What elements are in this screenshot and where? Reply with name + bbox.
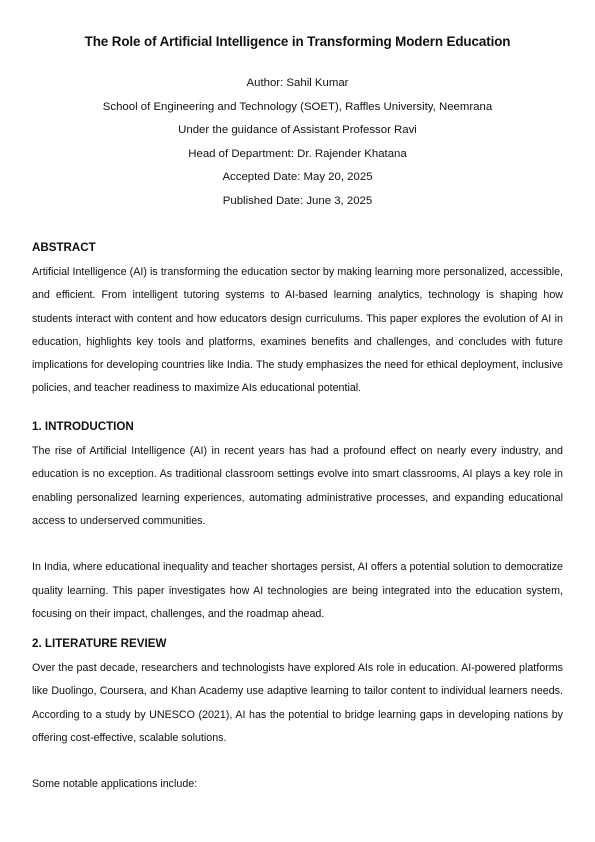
abstract-heading: ABSTRACT <box>32 241 96 254</box>
author-line: Author: Sahil Kumar <box>246 77 349 89</box>
introduction-paragraph-2: In India, where educational inequality and teacher shortages persist, AI offers a potential solution to democratize quality learning. This paper investigates how AI technologies are being integrated into the education system, focusing on their impact, challenges, and the roadmap ahead. <box>32 561 563 621</box>
literature-review-heading: 2. LITERATURE REVIEW <box>32 637 167 650</box>
hod-line: Head of Department: Dr. Rajender Khatana <box>188 147 407 160</box>
accepted-date-line: Accepted Date: May 20, 2025 <box>222 171 373 183</box>
introduction-paragraph-1: The rise of Artificial Intelligence (AI) in recent years has had a profound effect on nearly every industry, and education is no exception. As traditional classroom settings evolve into smart classrooms, AI plays a key role in enabling personalized learning experiences, automating administrative processes, and expanding educational access to underserved communities. <box>32 445 563 527</box>
author-info-block <box>0 72 595 213</box>
literature-review-paragraph-1: Over the past decade, researchers and technologists have explored AIs role in education. AI-powered platforms like Duolingo, Coursera, and Khan Academy use adaptive learning to tailor content to individual learners needs. According to a study by UNESCO (2021), AI has the potential to bridge learning gaps in developing nations by offering cost-effective, scalable solutions. <box>32 662 563 744</box>
published-date-line: Published Date: June 3, 2025 <box>222 194 373 207</box>
abstract-text: Artificial Intelligence (AI) is transforming the education sector by making learning more personalized, accessible, and efficient. From intelligent tutoring systems to AI-based learning analytics, technology is shaping how students interact with content and how educators design curriculums. This paper explores the evolution of AI in education, highlights key tools and platforms, examines benefits and challenges, and concludes with future implications for developing countries like India. The study emphasizes the need for ethical deployment, inclusive policies, and teacher readiness to maximize AIs educational potential. <box>32 266 563 395</box>
paper-title: The Role of Artificial Intelligence in Transforming Modern Education <box>84 34 511 49</box>
introduction-section <box>32 420 563 626</box>
literature-review-section <box>32 637 563 797</box>
abstract-section <box>32 241 563 401</box>
introduction-heading: 1. INTRODUCTION <box>32 420 134 433</box>
literature-review-paragraph-2: Some notable applications include: <box>32 778 198 791</box>
affiliation-line: School of Engineering and Technology (SOET), Raffles University, Neemrana <box>102 100 493 113</box>
guidance-line: Under the guidance of Assistant Professor Ravi <box>178 124 417 136</box>
